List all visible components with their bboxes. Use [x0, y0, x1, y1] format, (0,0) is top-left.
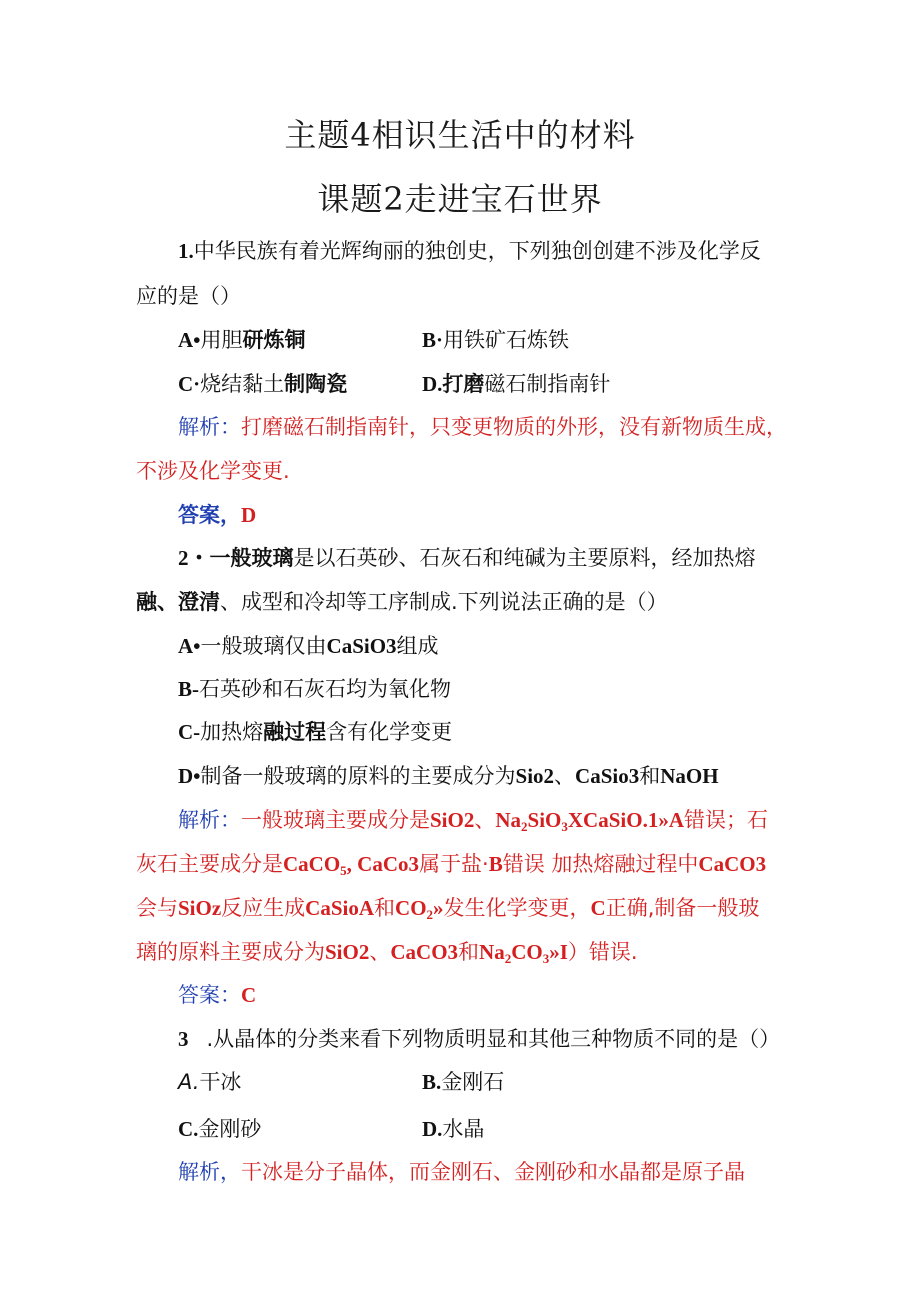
analysis-text: 属于盐· [419, 852, 489, 876]
analysis-text: 错误 加热熔融过程中 [502, 852, 699, 876]
option-text: 水晶 [442, 1117, 485, 1141]
option-text-bold: 融过程 [263, 720, 327, 744]
question-2-stem-text: 、成型和冷却等工序制成.下列说法正确的是（） [220, 590, 668, 614]
analysis-text: 、 [369, 940, 391, 964]
analysis-label: 解析： [178, 808, 241, 832]
option-formula: CaSiO3 [326, 634, 397, 658]
option-text: 烧结黏土 [200, 372, 285, 396]
question-1-stem-text: 中华民族有着光辉绚丽的独创史，下列独创创建不涉及化学反 [193, 239, 761, 263]
question-2-stem-text: 是以石英砂、石灰石和纯碱为主要原料，经加热熔 [293, 546, 756, 570]
question-2-line-2 [136, 587, 668, 617]
analysis-formula: SiO2 [325, 940, 370, 964]
option-text: 组成 [396, 634, 439, 658]
analysis-text: 一般玻璃主要成分是 [241, 808, 430, 832]
question-1-option-c [178, 369, 347, 399]
question-2-answer [178, 980, 256, 1010]
question-2-number: 2・ [178, 546, 210, 570]
analysis-text: 璃的原料主要成分为 [136, 940, 325, 964]
analysis-text: ）错误. [567, 940, 638, 964]
analysis-formula: SiOz [178, 896, 222, 920]
page-subtitle: 课题2走进宝石世界 [317, 180, 603, 218]
option-label: D• [178, 764, 201, 788]
answer-value: D [241, 503, 257, 527]
question-3-option-c [178, 1114, 261, 1144]
question-1-analysis-line-2: 不涉及化学变更. [136, 459, 290, 483]
question-3-option-b [422, 1067, 504, 1097]
option-text-bold: 打磨 [442, 372, 485, 396]
option-text: 石英砂和石灰石均为氧化物 [199, 677, 451, 701]
analysis-formula: $Na_2CO_3»I$ [479, 940, 568, 966]
question-1-number: 1. [178, 239, 194, 263]
option-label: D. [422, 1117, 443, 1141]
question-3-stem-text: .从晶体的分类来看下列物质明显和其他三种物质不同的是（） [206, 1027, 781, 1051]
question-2-option-c [178, 717, 452, 747]
analysis-text: 会与 [136, 896, 178, 920]
option-formula: CaSio3 [575, 764, 640, 788]
question-1-analysis-line-1 [178, 412, 787, 442]
option-label: C- [178, 720, 201, 744]
analysis-formula: C [590, 896, 606, 920]
question-2-analysis-line-3 [136, 893, 759, 923]
option-text: 、 [554, 764, 576, 788]
analysis-formula: $Na_2SiO_3XCaSiO.1»A$ [495, 808, 684, 834]
question-1-answer [178, 500, 256, 530]
question-2-analysis-line-4 [136, 937, 638, 967]
analysis-text: 打磨磁石制指南针，只变更物质的外形，没有新物质生成， [241, 415, 787, 439]
option-formula: Sio2 [515, 764, 555, 788]
option-label: C· [178, 372, 201, 396]
answer-label: 答案， [178, 503, 241, 527]
analysis-text: 和 [374, 896, 396, 920]
analysis-formula: CaCO3 [698, 852, 767, 876]
question-3-line-1 [178, 1024, 780, 1054]
question-1-option-a [178, 325, 306, 355]
option-text: 和 [639, 764, 661, 788]
option-label: B- [178, 677, 199, 701]
question-2-option-d [178, 761, 719, 791]
option-label: B. [422, 1070, 442, 1094]
page-title: 主题4相识生活中的材料 [284, 116, 636, 154]
analysis-label: 解析， [178, 1160, 241, 1184]
analysis-text: 灰石主要成分是 [136, 852, 283, 876]
option-label: A. [178, 1070, 200, 1094]
option-label: D. [422, 372, 443, 396]
option-text: 用胆 [200, 328, 243, 352]
option-formula: NaOH [660, 764, 719, 788]
option-text: 用铁矿石炼铁 [443, 328, 570, 352]
option-text: 一般玻璃仅由 [200, 634, 327, 658]
question-1-line-2: 应的是（） [136, 284, 241, 308]
question-3-option-a [178, 1067, 241, 1097]
analysis-formula: SiO2 [430, 808, 475, 832]
analysis-text: 反应生成 [221, 896, 306, 920]
question-2-line-1 [178, 543, 756, 573]
question-2-option-b [178, 674, 451, 704]
option-text-bold: 研炼铜 [242, 328, 306, 352]
analysis-text: 、 [474, 808, 496, 832]
question-2-analysis-line-2 [136, 849, 766, 879]
question-2-analysis-line-1 [178, 805, 768, 835]
option-text: 制备一般玻璃的原料的主要成分为 [200, 764, 516, 788]
question-3-option-d [422, 1114, 484, 1144]
option-label: B· [422, 328, 444, 352]
analysis-label: 解析： [178, 415, 241, 439]
answer-value: C [241, 983, 257, 1007]
analysis-formula: CaCO3 [390, 940, 459, 964]
analysis-text: 正确,制备一般玻 [605, 896, 760, 920]
question-2-option-a [178, 631, 439, 661]
analysis-text: 干冰是分子晶体，而金刚石、金刚砂和水晶都是原子晶 [241, 1160, 745, 1184]
question-1-line-1 [178, 236, 761, 266]
question-2-stem-bold: 一般玻璃 [209, 546, 294, 570]
option-label: A• [178, 328, 201, 352]
option-text: 干冰 [199, 1070, 242, 1094]
analysis-text: 错误；石 [684, 808, 768, 832]
question-1-option-b [422, 325, 569, 355]
analysis-formula: CaCO$_5$, CaCo3 [283, 852, 420, 878]
question-1-option-d [422, 369, 610, 399]
option-text: 磁石制指南针 [484, 372, 611, 396]
option-label: A• [178, 634, 201, 658]
option-text: 金刚石 [441, 1070, 505, 1094]
option-text: 金刚砂 [198, 1117, 262, 1141]
question-3-number: 3 [178, 1027, 189, 1051]
answer-label: 答案： [178, 983, 241, 1007]
option-label: C. [178, 1117, 199, 1141]
question-2-stem-bold: 融、澄清 [136, 590, 220, 614]
analysis-text: 和 [458, 940, 480, 964]
analysis-formula: B [488, 852, 503, 876]
analysis-text: 发生化学变更， [443, 896, 591, 920]
option-text-bold: 制陶瓷 [284, 372, 348, 396]
analysis-formula: CaSioA [305, 896, 375, 920]
option-text: 含有化学变更 [326, 720, 453, 744]
option-text: 加热熔 [200, 720, 264, 744]
analysis-formula: $CO_2$» [395, 896, 444, 922]
question-3-analysis-line-1 [178, 1157, 745, 1187]
